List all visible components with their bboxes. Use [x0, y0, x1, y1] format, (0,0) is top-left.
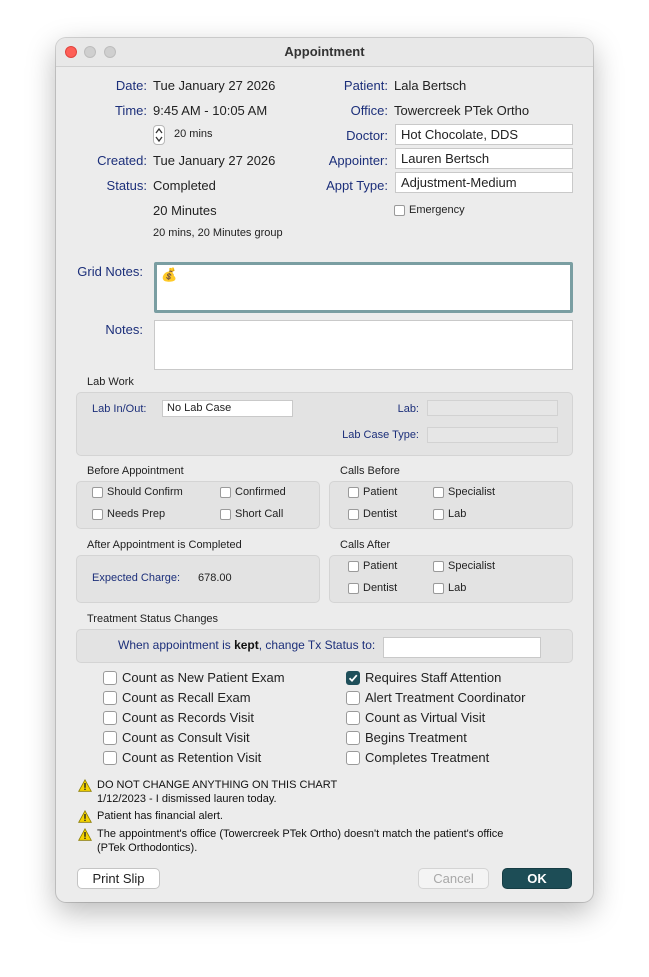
before-appt-title: Before Appointment: [87, 465, 184, 477]
lab-inout-field[interactable]: No Lab Case: [162, 400, 293, 417]
count-new-patient-exam-label: Count as New Patient Exam: [122, 670, 285, 685]
after-appt-title: After Appointment is Completed: [87, 539, 242, 551]
calls-before-title: Calls Before: [340, 465, 400, 477]
begins-treatment-checkbox[interactable]: [346, 731, 360, 745]
status-value: Completed: [153, 178, 216, 193]
count-consult-visit-label: Count as Consult Visit: [122, 730, 250, 745]
before-appt-group: [76, 481, 320, 529]
duration-stepper[interactable]: [153, 125, 165, 145]
needs-prep-checkbox[interactable]: [92, 509, 103, 520]
appt-type-field[interactable]: Adjustment-Medium: [395, 172, 573, 193]
calls-after-lab-label: Lab: [448, 582, 467, 594]
needs-prep-label: Needs Prep: [107, 508, 166, 520]
tx-status-instruction: [118, 638, 375, 652]
lab-work-title: Lab Work: [87, 376, 134, 388]
tx-status-prefix: When appointment is: [118, 638, 235, 652]
appointment-window: [56, 38, 593, 902]
date-label: Date:: [115, 78, 147, 93]
date-value: Tue January 27 2026: [153, 78, 276, 93]
print-slip-button[interactable]: Print Slip: [77, 868, 160, 889]
calls-before-specialist-label: Specialist: [448, 486, 496, 498]
window-title: Appointment: [284, 44, 365, 59]
short-call-label: Short Call: [235, 508, 284, 520]
calls-before-specialist-checkbox[interactable]: [433, 487, 444, 498]
warning-icon: [78, 779, 92, 792]
lab-case-type-label: Lab Case Type:: [342, 429, 419, 441]
calls-before-patient-label: Patient: [363, 486, 398, 498]
appt-type-name: 20 Minutes: [153, 203, 217, 218]
count-recall-exam-checkbox[interactable]: [103, 691, 117, 705]
calls-after-specialist-label: Specialist: [448, 560, 496, 572]
checkmark-icon: [347, 672, 359, 684]
created-label: Created:: [97, 153, 147, 168]
grid-notes-field[interactable]: [154, 262, 573, 313]
doctor-label: Doctor:: [346, 128, 388, 143]
lab-case-type-field[interactable]: [427, 427, 558, 443]
duration-value: 20 mins: [174, 128, 213, 140]
after-appt-group: [76, 555, 320, 603]
office-label: Office:: [350, 103, 388, 118]
alert-chart-note-line2: 1/12/2023 - I dismissed lauren today.: [97, 793, 277, 805]
patient-label: Patient:: [343, 78, 388, 93]
alert-treatment-coordinator-checkbox[interactable]: [346, 691, 360, 705]
count-records-visit-checkbox[interactable]: [103, 711, 117, 725]
tx-status-title: Treatment Status Changes: [87, 613, 219, 625]
calls-before-group: [329, 481, 573, 529]
office-value: Towercreek PTek Ortho: [394, 103, 530, 118]
warning-icon: [78, 828, 92, 841]
warning-icon: [78, 810, 92, 823]
calls-after-group: [329, 555, 573, 603]
status-label: Status:: [106, 178, 147, 193]
alert-treatment-coordinator-label: Alert Treatment Coordinator: [365, 690, 526, 705]
stepper-arrows-icon: [154, 126, 164, 144]
appt-type-group: 20 mins, 20 Minutes group: [153, 227, 283, 239]
count-records-visit-label: Count as Records Visit: [122, 710, 254, 725]
lab-work-group: [76, 392, 573, 456]
calls-before-lab-checkbox[interactable]: [433, 509, 444, 520]
calls-after-lab-checkbox[interactable]: [433, 583, 444, 594]
calls-after-patient-label: Patient: [363, 560, 398, 572]
appointer-label: Appointer:: [328, 153, 388, 168]
count-new-patient-exam-checkbox[interactable]: [103, 671, 117, 685]
created-value: Tue January 27 2026: [153, 153, 276, 168]
money-bag-icon: 💰: [161, 267, 178, 282]
ok-button[interactable]: OK: [502, 868, 572, 889]
doctor-field[interactable]: Hot Chocolate, DDS: [395, 124, 573, 145]
calls-after-title: Calls After: [340, 539, 391, 551]
short-call-checkbox[interactable]: [220, 509, 231, 520]
grid-notes-label: Grid Notes:: [77, 264, 143, 279]
notes-field[interactable]: [154, 320, 573, 370]
lab-label: Lab:: [397, 403, 419, 415]
should-confirm-label: Should Confirm: [107, 486, 183, 498]
completes-treatment-checkbox[interactable]: [346, 751, 360, 765]
count-retention-visit-label: Count as Retention Visit: [122, 750, 262, 765]
lab-field[interactable]: [427, 400, 558, 416]
count-virtual-visit-label: Count as Virtual Visit: [365, 710, 486, 725]
lab-inout-label: Lab In/Out:: [92, 403, 147, 415]
time-label: Time:: [114, 103, 147, 118]
begins-treatment-label: Begins Treatment: [365, 730, 467, 745]
calls-before-lab-label: Lab: [448, 508, 467, 520]
calls-before-dentist-label: Dentist: [363, 508, 398, 520]
cancel-button[interactable]: Cancel: [418, 868, 489, 889]
calls-after-specialist-checkbox[interactable]: [433, 561, 444, 572]
emergency-checkbox[interactable]: [394, 205, 405, 216]
count-virtual-visit-checkbox[interactable]: [346, 711, 360, 725]
notes-label: Notes:: [105, 322, 143, 337]
title-bar: [56, 38, 593, 67]
alert-financial: Patient has financial alert.: [97, 810, 223, 822]
count-consult-visit-checkbox[interactable]: [103, 731, 117, 745]
emergency-label: Emergency: [409, 204, 465, 216]
confirmed-label: Confirmed: [235, 486, 286, 498]
count-retention-visit-checkbox[interactable]: [103, 751, 117, 765]
calls-after-dentist-label: Dentist: [363, 582, 398, 594]
alert-office-mismatch-line2: (PTek Orthodontics).: [97, 842, 198, 854]
tx-status-group: [76, 629, 573, 663]
time-value: 9:45 AM - 10:05 AM: [153, 103, 268, 118]
tx-status-field[interactable]: [383, 637, 541, 658]
appointer-field[interactable]: Lauren Bertsch: [395, 148, 573, 169]
count-recall-exam-label: Count as Recall Exam: [122, 690, 251, 705]
requires-staff-attention-checkbox[interactable]: [346, 671, 360, 685]
alert-office-mismatch-line1: The appointment's office (Towercreek PTek Ortho) doesn't match the patient's office: [97, 828, 504, 840]
patient-value: Lala Bertsch: [394, 78, 467, 93]
completes-treatment-label: Completes Treatment: [365, 750, 490, 765]
should-confirm-checkbox[interactable]: [92, 487, 103, 498]
requires-staff-attention-label: Requires Staff Attention: [365, 670, 502, 685]
expected-charge-label: Expected Charge:: [92, 572, 181, 584]
calls-before-dentist-checkbox[interactable]: [348, 509, 359, 520]
calls-after-dentist-checkbox[interactable]: [348, 583, 359, 594]
confirmed-checkbox[interactable]: [220, 487, 231, 498]
appt-type-label: Appt Type:: [326, 178, 388, 193]
tx-status-kept: kept: [234, 638, 259, 652]
calls-before-patient-checkbox[interactable]: [348, 487, 359, 498]
calls-after-patient-checkbox[interactable]: [348, 561, 359, 572]
expected-charge-value: 678.00: [198, 572, 232, 584]
tx-status-suffix: , change Tx Status to:: [258, 638, 376, 652]
alert-chart-note-line1: DO NOT CHANGE ANYTHING ON THIS CHART: [97, 779, 338, 791]
